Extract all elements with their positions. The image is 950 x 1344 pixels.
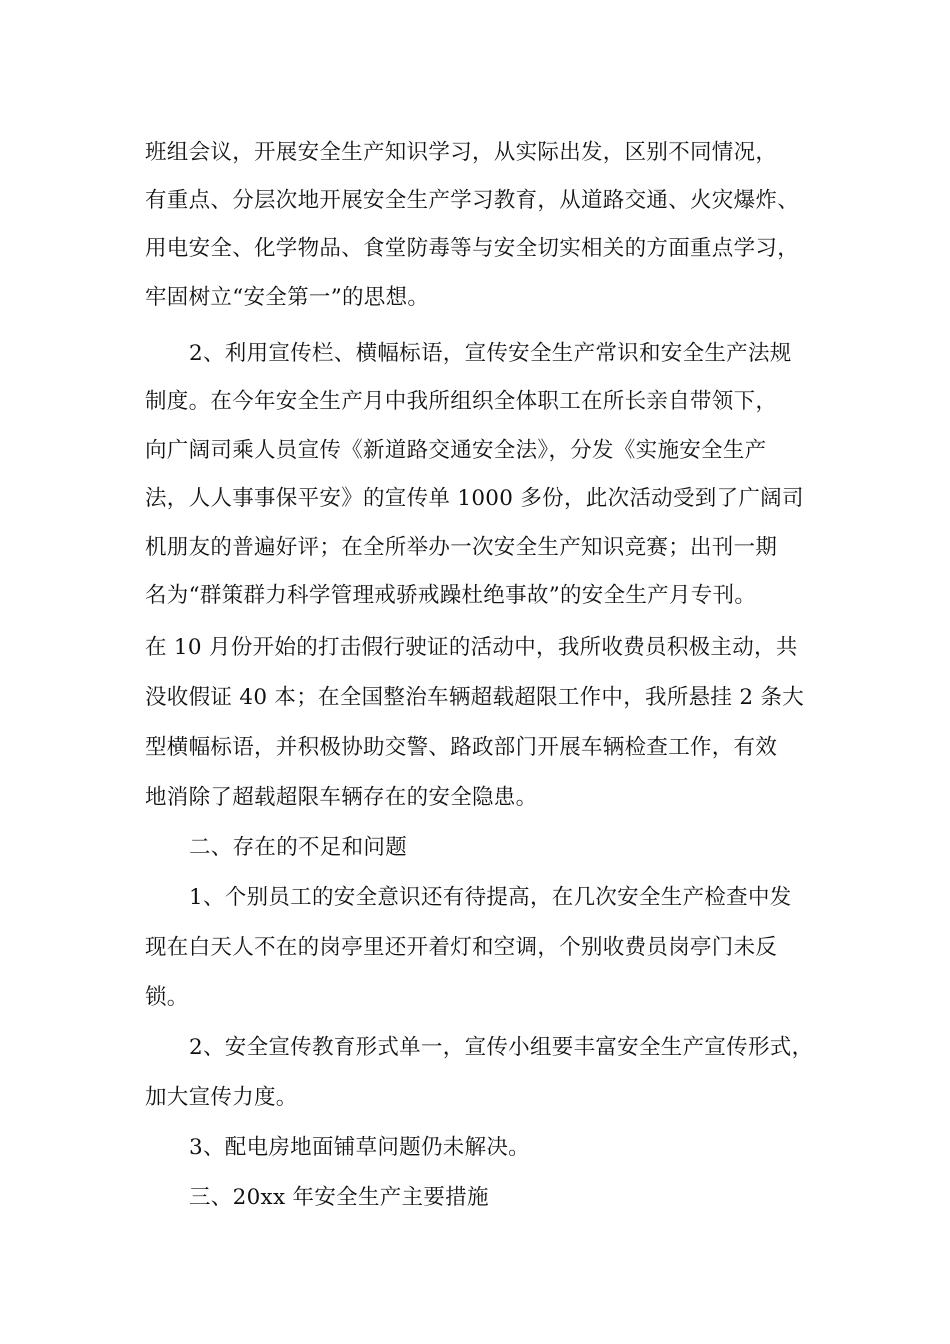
text-line-19: 2、安全宣传教育形式单一，宣传小组要丰富安全生产宣传形式， — [189, 1035, 814, 1060]
text-line-8: 法，人人事事保平安》的宣传单 1000 多份，此次活动受到了广阔司 — [145, 486, 804, 511]
text-line-7: 向广阔司乘人员宣传《新道路交通安全法》，分发《实施安全生产 — [145, 438, 767, 463]
section-heading-3: 三、20xx 年安全生产主要措施 — [189, 1185, 489, 1210]
text-line-16: 1、个别员工的安全意识还有待提高，在几次安全生产检查中发 — [189, 885, 792, 910]
text-line-18: 锁。 — [145, 985, 189, 1010]
text-line-12: 没收假证 40 本；在全国整治车辆超载超限工作中，我所悬挂 2 条大 — [145, 685, 805, 710]
text-line-4: 牢固树立“安全第一”的思想。 — [145, 285, 430, 310]
section-heading-2: 二、存在的不足和问题 — [189, 835, 408, 860]
text-line-1: 班组会议，开展安全生产知识学习，从实际出发，区别不同情况， — [145, 140, 778, 165]
text-line-5: 2、利用宣传栏、横幅标语，宣传安全生产常识和安全生产法规 — [189, 341, 792, 366]
text-line-2: 有重点、分层次地开展安全生产学习教育，从道路交通、火灾爆炸、 — [145, 188, 800, 213]
text-line-14: 地消除了超载超限车辆存在的安全隐患。 — [145, 785, 538, 810]
text-line-10: 名为“群策群力科学管理戒骄戒躁杜绝事故”的安全生产月专刊。 — [145, 583, 757, 608]
text-line-9: 机朋友的普遍好评；在全所举办一次安全生产知识竞赛；出刊一期 — [145, 535, 778, 560]
text-line-17: 现在白天人不在的岗亭里还开着灯和空调，个别收费员岗亭门未反 — [145, 935, 778, 960]
text-line-3: 用电安全、化学物品、食堂防毒等与安全切实相关的方面重点学习， — [145, 236, 800, 261]
text-line-21: 3、配电房地面铺草问题仍未解决。 — [189, 1135, 530, 1160]
text-line-13: 型横幅标语，并积极协助交警、路政部门开展车辆检查工作，有效 — [145, 735, 778, 760]
text-line-20: 加大宣传力度。 — [145, 1085, 298, 1110]
text-line-11: 在 10 月份开始的打击假行驶证的活动中，我所收费员积极主动，共 — [145, 635, 798, 660]
text-line-6: 制度。在今年安全生产月中我所组织全体职工在所长亲自带领下， — [145, 389, 778, 414]
